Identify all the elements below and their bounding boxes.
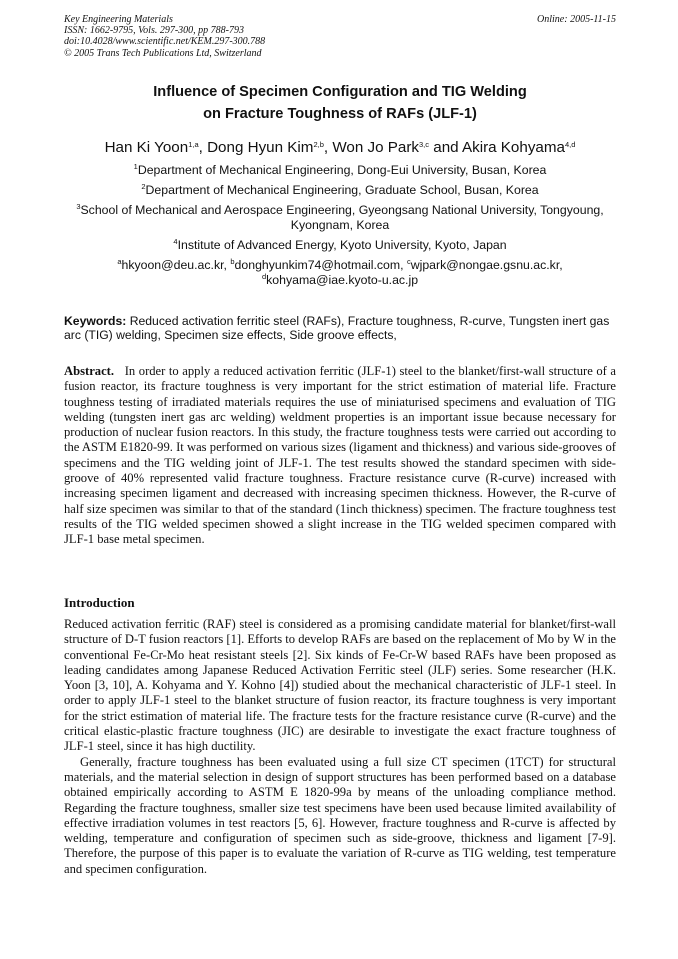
author-name: Han Ki Yoon — [104, 139, 189, 156]
copyright-line: © 2005 Trans Tech Publications Ltd, Switzerland — [64, 47, 262, 59]
affiliation-text: School of Mechanical and Aerospace Engineering, Gyeongsang National University, Tongyoung, Kyongnam, Korea — [80, 203, 604, 232]
title-line-1: Influence of Specimen Configuration and TIG Welding — [153, 84, 527, 100]
online-date: Online: 2005-11-15 — [537, 14, 616, 25]
email-list: $^a$hkyoon@deu.ac.kr, $^b$donghyunkim74@hotmail.com, $^c$wjpark@nongae.gsnu.ac.kr, $^d$kohyama@iae.kyoto-u.ac.jp — [117, 256, 563, 287]
author-sup: 1,a — [188, 140, 199, 149]
affiliation-block — [64, 163, 616, 287]
affiliation-text: Institute of Advanced Energy, Kyoto University, Kyoto, Japan — [177, 237, 507, 252]
author — [105, 139, 208, 156]
email-link[interactable]: wjpark@nongae.gsnu.ac.kr — [410, 257, 560, 272]
author-list — [64, 138, 616, 158]
affiliation-sup: 4 — [173, 236, 178, 246]
abstract-label: Abstract. — [64, 364, 115, 378]
author-separator: , — [198, 139, 208, 156]
affiliation — [64, 238, 616, 253]
section-heading-introduction: Introduction — [64, 595, 135, 610]
keywords-text: Reduced activation ferritic steel (RAFs), Fracture toughness, R-curve, Tungsten inert gas arc (TIG) welding, Specimen size effects, Side groove effects, — [64, 314, 610, 342]
affiliation-sup: 3 — [76, 202, 81, 212]
abstract-text: In order to apply a reduced activation ferritic (JLF-1) steel to the blanket/first-wall structure of a fusion reactor, its fracture toughness is very important for the strict estimation of material life. Fracture toughness testing of irradiated materials requires the use of miniaturised specimens and evaluation of TIG welding (tungsten inert gas arc welding) weldment properties is an important issue because necessary for production of nuclear fusion reactors. In this study, the fracture toughness tests were carried out according to the ASTM E1820-99. It was performed on various sizes (ligament and thickness) and various side-grooves of specimens and the TIG welding joint of JLF-1. The test results showed the standard specimen with side-groove of 40% represented valid fracture toughness. Fracture resistance curve (R-curve) increased with increasing specimen ligament and decreased with increasing specimen thickness. However, the R-curve of half size specimen was similar to that of the standard (1inch thickness) specimen. The fracture toughness test results of the TIG welded specimen showed a slight increase in the TIG welded specimen compared with JLF-1 base metal specimen. — [64, 364, 616, 547]
journal-name: Key Engineering Materials — [64, 14, 173, 25]
author-name: Akira Kohyama — [461, 139, 565, 156]
keywords-label: Keywords: — [64, 314, 127, 328]
author-name: Dong Hyun Kim — [207, 139, 314, 156]
email-link[interactable]: kohyama@iae.kyoto-u.ac.jp — [266, 272, 419, 287]
affiliation-text: Department of Mechanical Engineering, Dong-Eui University, Busan, Korea — [137, 163, 547, 177]
issn-line: ISSN: 1662-9795, Vols. 297-300, pp 788-793 — [64, 25, 244, 37]
author-name: Won Jo Park — [332, 139, 420, 156]
author — [207, 139, 332, 156]
author-separator: , — [323, 139, 333, 156]
email-sup: a — [117, 256, 122, 266]
author-sup: 2,b — [313, 140, 324, 149]
author-separator: and — [429, 139, 462, 156]
affiliation — [64, 163, 616, 178]
author — [332, 139, 462, 156]
email-link[interactable]: donghyunkim74@hotmail.com — [234, 257, 401, 272]
keywords-section — [64, 315, 616, 342]
paper-title — [64, 81, 616, 125]
email-sup: d — [261, 271, 267, 281]
affiliation-sup: 2 — [141, 182, 146, 192]
author-sup: 3,c — [419, 140, 430, 149]
introduction-body — [64, 617, 616, 877]
doi-line[interactable]: doi:10.4028/www.scientific.net/KEM.297-300.788 — [64, 36, 266, 48]
email-sup: c — [406, 256, 411, 266]
paragraph: Reduced activation ferritic (RAF) steel is considered as a promising candidate material for blanket/first-wall structure of D-T fusion reactors [1]. Efforts to develop RAFs are based on the replacement of Mo by W in the conventional Fe-Cr-Mo heat resistant steels [2]. Six kinds of Fe-Cr-W based RAFs have been proposed as leading candidates among Japanese Reduced Activation Ferritic steel (JLF) series. Some researcher (H.K. Yoon [3, 10], A. Kohyama and Y. Kohno [4]) studied about the mechanical characteristic of JLF-1 steel. In order to apply JLF-1 steel to the blanket structure of fusion reactor, its fracture toughness is very important for the strict estimation of material life. The fracture tests for the fracture resistance curve (R-curve) and the critical elastic-plastic fracture toughness (JIC) are desirable to investigate the exact fracture toughness of JLF-1 steel, since it has high ductility. — [64, 617, 616, 754]
email-link[interactable]: hkyoon@deu.ac.kr — [121, 257, 224, 272]
paragraph: Generally, fracture toughness has been evaluated using a full size CT specimen (1TCT) for structural materials, and the material selection in design of support structures has been performed based on a database obtained empirically according to ASTM E 1820-99a by means of the unloading compliance method. Regarding the fracture toughness, smaller size test specimens have been used because limited availability of effective irradiation volumes in test reactors [5, 6]. However, fracture toughness and R-curve is affected by welding, temperature and configuration of specimen such as side-groove, thickness and ligament [7-9]. Therefore, the purpose of this paper is to evaluate the variation of R-curve as TIG welding, test temperature and specimen configuration. — [64, 754, 616, 876]
affiliation-text: Department of Mechanical Engineering, Graduate School, Busan, Korea — [145, 183, 539, 198]
author — [462, 139, 575, 156]
abstract-section — [64, 364, 616, 548]
email-sup: b — [230, 256, 235, 266]
affiliation — [64, 183, 616, 198]
affiliation — [64, 203, 616, 232]
journal-header — [64, 14, 616, 59]
author-sup: 4,d — [564, 140, 576, 149]
title-line-2: on Fracture Toughness of RAFs (JLF-1) — [203, 106, 477, 122]
affiliation-sup: 1 — [133, 162, 138, 171]
